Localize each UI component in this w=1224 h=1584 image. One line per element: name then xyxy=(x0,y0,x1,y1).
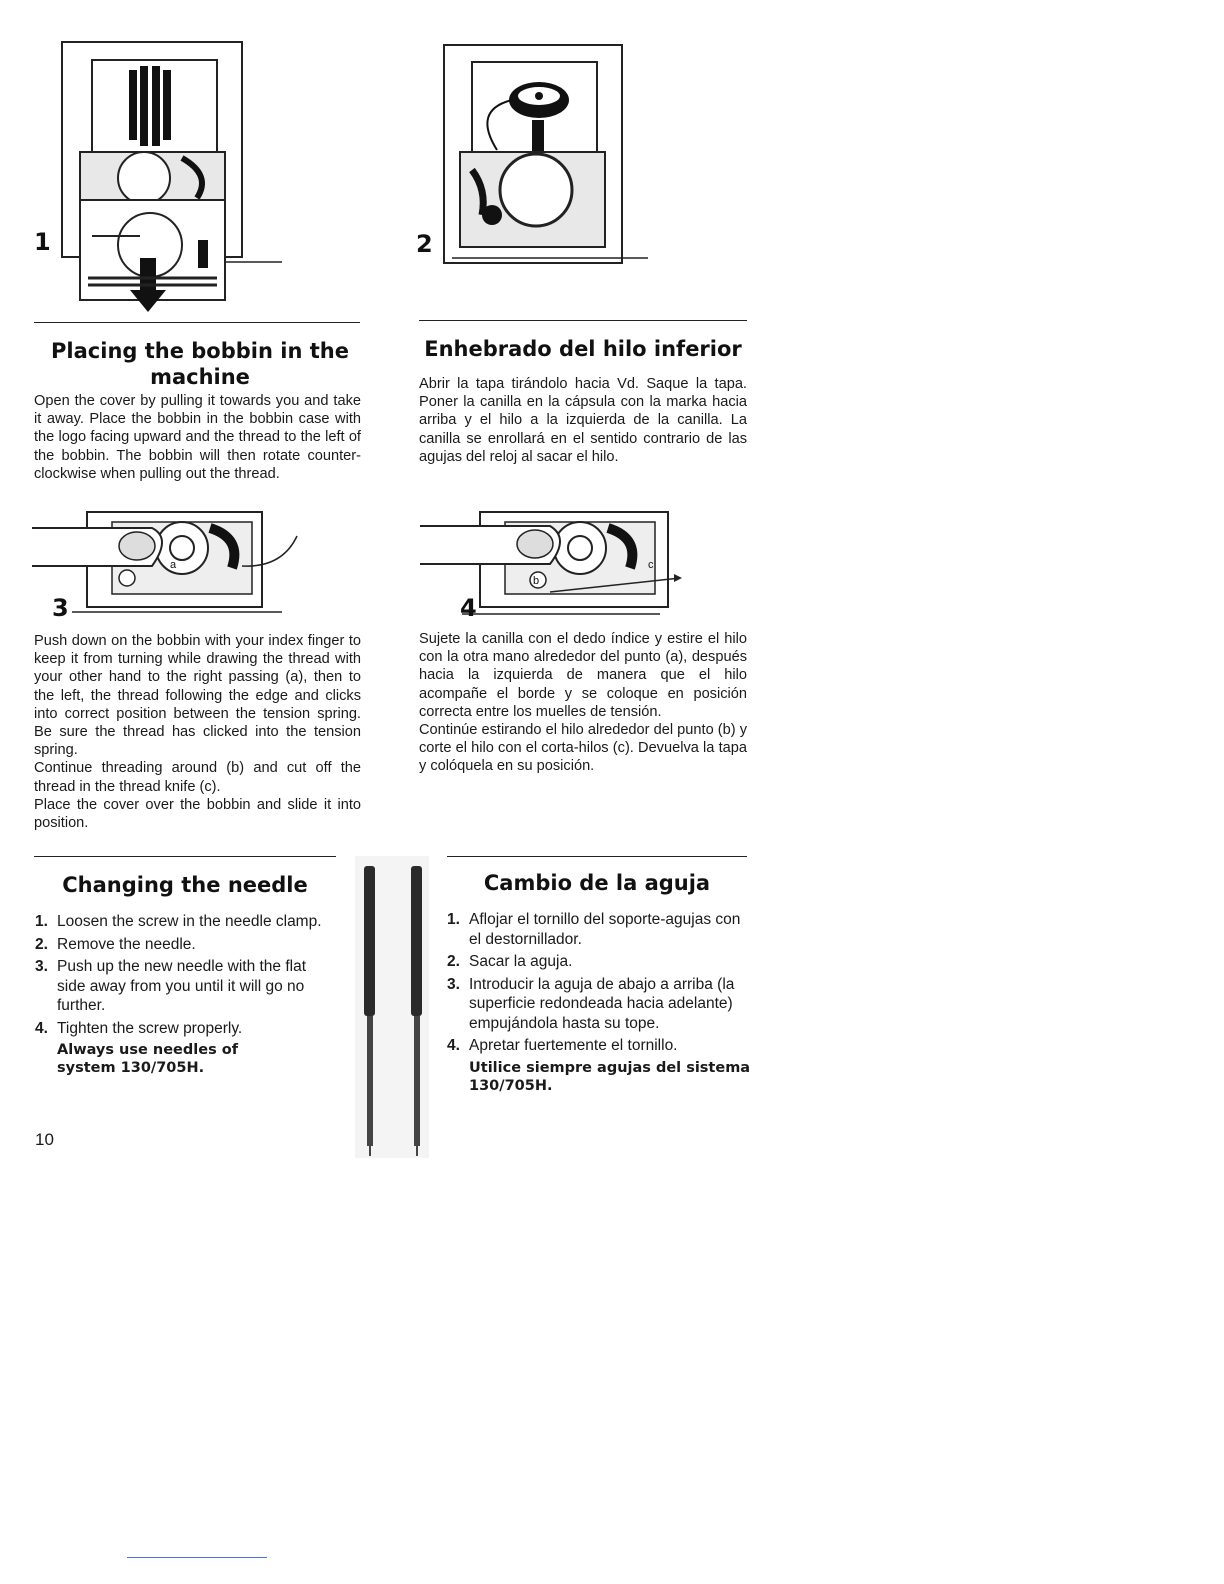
figure-number-2: 2 xyxy=(416,230,433,258)
bobbin-insertion-illustration xyxy=(412,40,652,270)
figure-2 xyxy=(412,40,652,270)
bobbin-title-en: Placing the bobbin in the machine xyxy=(51,339,349,389)
figure-number-1: 1 xyxy=(34,228,51,256)
list-item: 2. Sacar la aguja. xyxy=(447,953,573,970)
list-item: 3. Introducir la aguja de abajo a arriba (la superficie redondeada hacia adelante) empujándola hasta su tope. xyxy=(447,975,735,1032)
needle-system-note-en: Always use needles of system 130/705H. xyxy=(57,1042,239,1076)
figure-number-3: 3 xyxy=(52,594,69,622)
bobbin-continue-es: Continúe estirando el hilo alrededor del punto (b) y corte el hilo con el corta-hilos (c). Devuelva la tapa y colóquela en su posición. xyxy=(419,722,747,775)
needle-photo xyxy=(355,856,429,1158)
bobbin-cover-en: Place the cover over the bobbin and slide it into position. xyxy=(34,796,361,832)
bobbin-push-es: Sujete la canilla con el dedo índice y estire el hilo con la otra mano alrededor del punto (a), después hacia la izquierda de manera que el hilo acompañe el borde y se coloque en posición correcta entre los muelles de tensión. xyxy=(419,631,747,720)
figure-number-4: 4 xyxy=(460,594,477,622)
bobbin-intro-en xyxy=(34,392,361,483)
needle-steps-en xyxy=(35,912,338,1077)
needle-steps-list-en xyxy=(35,912,338,1038)
bobbin-instructions-en xyxy=(34,632,361,832)
page-number: 10 xyxy=(35,1130,54,1149)
bobbin-title-es: Enhebrado del hilo inferior xyxy=(424,337,742,361)
needle-title-es: Cambio de la aguja xyxy=(483,871,711,895)
bobbin-continue-en: Continue threading around (b) and cut off the thread in the thread knife (c). xyxy=(34,760,361,795)
section-divider xyxy=(34,322,360,323)
section-divider xyxy=(447,856,747,857)
label-c: c xyxy=(648,559,654,571)
bobbin-intro-en-text: Open the cover by pulling it towards you and take it away. Place the bobbin in the bobbin case with the logo facing upward and the thread to the left of the bobbin. The bobbin will then rotate counter-clockwise when pulling out the thread. xyxy=(34,393,361,482)
section-divider xyxy=(419,320,747,321)
list-item: 3. Push up the new needle with the flat side away from you until it will go no further. xyxy=(35,958,307,1014)
figure-4 xyxy=(420,508,700,626)
bobbin-push-en: Push down on the bobbin with your index finger to keep it from turning while drawing the thread with your other hand to the right passing (a), then to the left, the thread following the edge and clicks into correct position between the tension spring. Be sure the thread has clicked into the tension spring. xyxy=(34,633,361,759)
list-item: 1. Aflojar el tornillo del soporte-agujas con el destornillador. xyxy=(447,911,741,948)
list-item: 4. Tighten the screw properly. xyxy=(35,1019,243,1037)
list-item: 2. Remove the needle. xyxy=(35,935,196,953)
needle-system-note-es: Utilice siempre agujas del sistema 130/705H. xyxy=(469,1059,751,1094)
bobbin-cover-illustration xyxy=(32,40,292,315)
needle-steps-list-es xyxy=(447,910,749,1056)
bottom-divider xyxy=(127,1557,267,1558)
label-b: b xyxy=(533,575,540,587)
needle-steps-es xyxy=(447,910,749,1095)
figure-3 xyxy=(32,508,332,626)
list-item: 4. Apretar fuertemente el tornillo. xyxy=(447,1037,678,1054)
figure-1 xyxy=(32,40,292,315)
bobbin-instructions-es xyxy=(419,630,747,776)
label-a: a xyxy=(170,559,177,571)
bobbin-intro-es xyxy=(419,375,747,466)
list-item: 1. Loosen the screw in the needle clamp. xyxy=(35,913,322,930)
needle-illustration xyxy=(355,856,429,1158)
bobbin-intro-es-text: Abrir la tapa tirándolo hacia Vd. Saque la tapa. Poner la canilla en la cápsula con la marka hacia arriba y el hilo a la izquierda de la canilla. La canilla se enrollará en el sentido contrario de las agujas del reloj al sacar el hilo. xyxy=(419,376,747,465)
needle-title-en: Changing the needle xyxy=(62,873,308,897)
bobbin-thread-illustration-left xyxy=(32,508,332,626)
section-divider xyxy=(34,856,336,857)
